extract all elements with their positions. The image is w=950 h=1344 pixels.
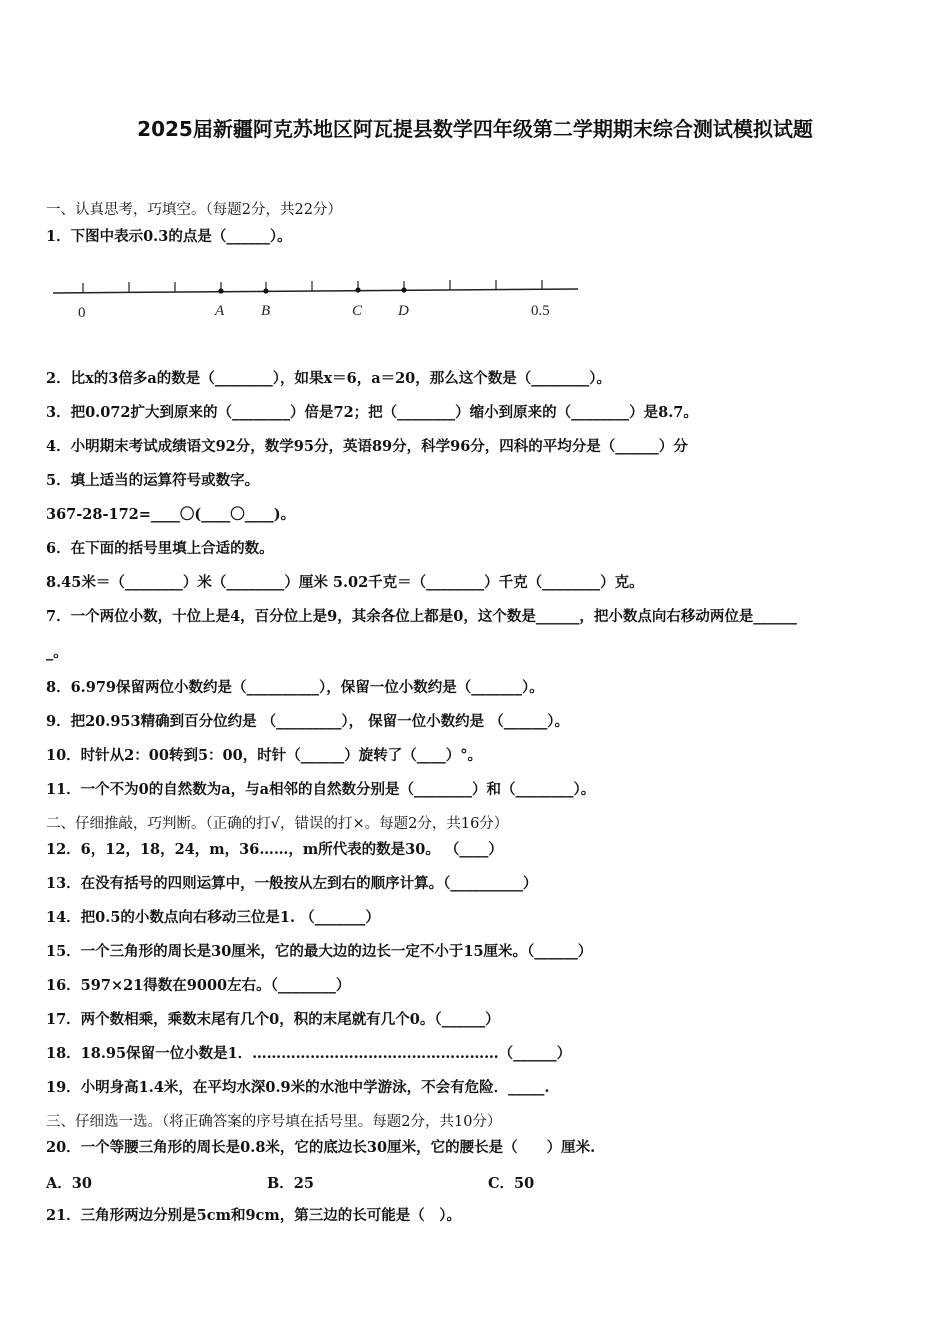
question-1: 1．下图中表示0.3的点是（______）。 xyxy=(46,228,292,245)
question-7-continued: _。 xyxy=(46,644,68,661)
question-4: 4．小明期末考试成绩语文92分，数学95分，英语89分，科学96分，四科的平均分是（______）分 xyxy=(46,438,688,455)
question-19: 19．小明身高1.4米，在平均水深0.9米的水池中学游泳，不会有危险．_____. xyxy=(46,1079,550,1096)
label-b: B xyxy=(261,303,271,319)
question-20: 20．一个等腰三角形的周长是0.8米，它的底边长30厘米，它的腰长是（ ）厘米. xyxy=(46,1139,596,1156)
question-8: 8．6.979保留两位小数约是（__________），保留一位小数约是（_______）。 xyxy=(46,679,544,696)
point-a-dot xyxy=(218,288,223,293)
question-6-blanks: 8.45米＝（________）米（________）厘米 5.02千克＝（________）千克（________）克。 xyxy=(46,574,644,591)
section-1-heading: 一、认真思考，巧填空。（每题2分，共22分） xyxy=(46,202,342,218)
q20-option-c: C．50 xyxy=(488,1175,535,1192)
point-b-dot xyxy=(263,288,268,293)
question-17: 17．两个数相乘，乘数末尾有几个0，积的末尾就有几个0。（______） xyxy=(46,1011,500,1028)
question-7: 7．一个两位小数，十位上是4，百分位上是9，其余各位上都是0，这个数是______，把小数点向右移动两位是______ xyxy=(46,608,797,625)
label-zero: 0 xyxy=(78,305,86,321)
q20-option-a: A．30 xyxy=(46,1175,92,1192)
question-5: 5．填上适当的运算符号或数字。 xyxy=(46,472,260,489)
question-16: 16．597×21得数在9000左右。（________） xyxy=(46,977,351,994)
question-13: 13．在没有括号的四则运算中，一般按从左到右的顺序计算。（__________） xyxy=(46,875,538,892)
question-6: 6．在下面的括号里填上合适的数。 xyxy=(46,540,274,557)
question-14: 14．把0.5的小数点向右移动三位是1. （_______） xyxy=(46,909,380,926)
question-2: 2．比x的3倍多a的数是（________），如果x＝6，a＝20，那么这个数是（________）。 xyxy=(46,370,612,387)
section-3-heading: 三、仔细选一选。（将正确答案的序号填在括号里。每题2分，共10分） xyxy=(46,1114,502,1130)
question-11: 11．一个不为0的自然数为a，与a相邻的自然数分别是（________）和（________）。 xyxy=(46,781,596,798)
question-5-expression: 367-28-172=____〇(____〇____)。 xyxy=(46,506,296,523)
question-3: 3．把0.072扩大到原来的（________）倍是72；把（________）缩小到原来的（________）是8.7。 xyxy=(46,404,698,421)
question-10: 10．时针从2：00转到5：00，时针（______）旋转了（____）°。 xyxy=(46,747,482,764)
point-c-dot xyxy=(355,287,360,292)
label-d: D xyxy=(398,303,409,319)
section-2-heading: 二、仔细推敲，巧判断。（正确的打√，错误的打×。每题2分，共16分） xyxy=(46,816,509,832)
question-15: 15．一个三角形的周长是30厘米，它的最大边的边长一定不小于15厘米。（______） xyxy=(46,943,593,960)
label-half: 0.5 xyxy=(531,303,550,319)
page-title: 2025届新疆阿克苏地区阿瓦提县数学四年级第二学期期末综合测试模拟试题 xyxy=(137,117,813,141)
label-a: A xyxy=(215,303,225,319)
q20-option-b: B．25 xyxy=(267,1175,314,1192)
question-18: 18．18.95保留一位小数是1．……………………………………………（______） xyxy=(46,1045,572,1062)
point-d-dot xyxy=(401,287,406,292)
question-12: 12．6，12，18，24，m，36……，m所代表的数是30。 （____） xyxy=(46,841,503,858)
label-c: C xyxy=(352,303,363,319)
question-9: 9．把20.953精确到百分位约是 （_________）， 保留一位小数约是 （______）。 xyxy=(46,713,569,730)
number-line-figure xyxy=(50,270,590,330)
question-21: 21．三角形两边分别是5cm和9cm，第三边的长可能是（ ）。 xyxy=(46,1207,461,1224)
number-line-axis xyxy=(53,289,578,293)
